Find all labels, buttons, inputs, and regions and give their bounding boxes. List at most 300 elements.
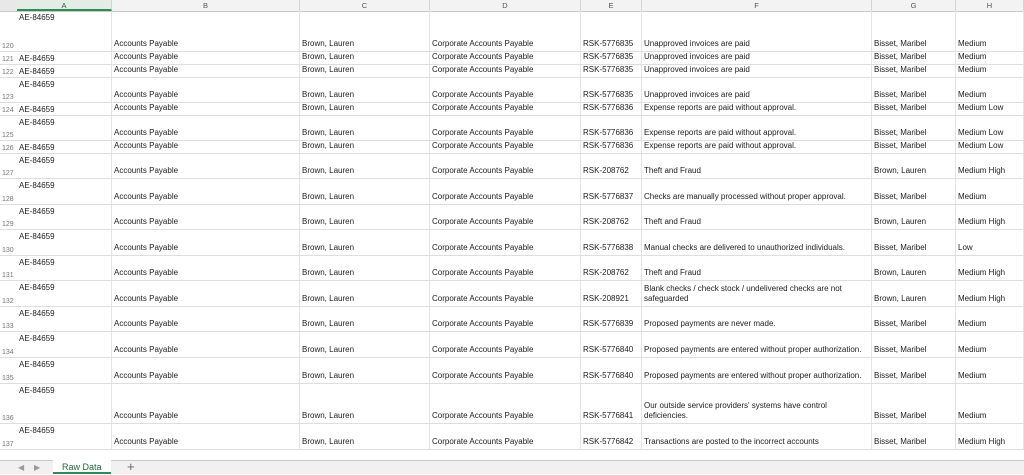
cell-text: Theft and Fraud: [644, 217, 701, 226]
cell-e[interactable]: [581, 103, 642, 115]
cell-g[interactable]: [872, 358, 956, 383]
cell-text: RSK-208762: [583, 268, 629, 277]
table-row[interactable]: [0, 358, 1024, 384]
cell-text: Brown, Lauren: [302, 243, 355, 252]
table-row[interactable]: [0, 78, 1024, 103]
cell-b[interactable]: [112, 103, 300, 115]
cell-text: AE-84659: [19, 80, 55, 89]
cell-g[interactable]: [872, 78, 956, 102]
cell-h[interactable]: [956, 179, 1024, 204]
row-number[interactable]: [0, 116, 17, 140]
cell-text: Corporate Accounts Payable: [432, 90, 534, 99]
cell-h[interactable]: [956, 205, 1024, 229]
cell-b[interactable]: [112, 281, 300, 306]
cell-f[interactable]: [642, 103, 872, 115]
cell-c[interactable]: [300, 103, 430, 115]
cell-h[interactable]: [956, 141, 1024, 153]
cell-text: RSK-5776836: [583, 141, 634, 150]
cell-text: Transactions are posted to the incorrect accounts: [644, 437, 819, 446]
cell-text: Accounts Payable: [114, 65, 179, 74]
cell-text: Proposed payments are never made.: [644, 319, 776, 328]
cell-text: Unapproved invoices are paid: [644, 52, 750, 61]
row-number-label: 129: [2, 221, 14, 228]
cell-c[interactable]: [300, 281, 430, 306]
next-sheet-icon[interactable]: ▶: [34, 463, 41, 472]
table-row[interactable]: [0, 52, 1024, 65]
cell-f[interactable]: [642, 384, 872, 423]
cell-f[interactable]: [642, 52, 872, 64]
cell-text: Theft and Fraud: [644, 268, 701, 277]
table-row[interactable]: [0, 205, 1024, 230]
cell-a[interactable]: [17, 384, 112, 423]
cell-c[interactable]: [300, 65, 430, 77]
cell-h[interactable]: [956, 281, 1024, 306]
cell-text: Theft and Fraud: [644, 166, 701, 175]
cell-a[interactable]: [17, 358, 112, 383]
cell-text: AE-84659: [19, 118, 55, 127]
cell-text: AE-84659: [19, 309, 55, 318]
cell-text: Brown, Lauren: [302, 345, 355, 354]
row-number[interactable]: [0, 205, 17, 229]
cell-d[interactable]: [430, 384, 581, 423]
cell-text: AE-84659: [19, 334, 55, 343]
cell-a[interactable]: [17, 154, 112, 178]
cell-f[interactable]: [642, 116, 872, 140]
cell-text: Medium: [958, 319, 987, 328]
cell-e[interactable]: [581, 78, 642, 102]
cell-a[interactable]: [17, 78, 112, 102]
cell-text: Medium Low: [958, 128, 1004, 137]
cell-g[interactable]: [872, 65, 956, 77]
cell-f[interactable]: [642, 179, 872, 204]
cell-f[interactable]: [642, 332, 872, 357]
cell-h[interactable]: [956, 11, 1024, 51]
cell-g[interactable]: [872, 205, 956, 229]
cell-c[interactable]: [300, 78, 430, 102]
row-number[interactable]: [0, 281, 17, 306]
cell-h[interactable]: [956, 424, 1024, 449]
cell-e[interactable]: [581, 281, 642, 306]
cell-c[interactable]: [300, 154, 430, 178]
column-header-e[interactable]: E: [581, 0, 642, 11]
cell-c[interactable]: [300, 116, 430, 140]
cell-h[interactable]: [956, 65, 1024, 77]
column-header-b[interactable]: B: [112, 0, 300, 11]
cell-c[interactable]: [300, 230, 430, 255]
cell-g[interactable]: [872, 281, 956, 306]
sheet-grid[interactable]: [0, 11, 1024, 460]
cell-c[interactable]: [300, 205, 430, 229]
cell-text: Brown, Lauren: [302, 437, 355, 446]
add-sheet-icon[interactable]: +: [127, 459, 135, 474]
row-number-label: 135: [2, 375, 14, 382]
cell-text: Medium: [958, 65, 987, 74]
cell-text: Corporate Accounts Payable: [432, 371, 534, 380]
row-number-label: 123: [2, 94, 14, 101]
row-number-label: 124: [2, 107, 14, 114]
cell-text: AE-84659: [19, 258, 55, 267]
column-header-h[interactable]: H: [956, 0, 1024, 11]
table-row[interactable]: [0, 307, 1024, 332]
cell-text: Medium: [958, 192, 987, 201]
cell-c[interactable]: [300, 179, 430, 204]
row-number-label: 125: [2, 132, 14, 139]
cell-text: AE-84659: [19, 181, 55, 190]
row-number[interactable]: [0, 52, 17, 64]
table-row[interactable]: [0, 11, 1024, 52]
cell-d[interactable]: [430, 332, 581, 357]
cell-h[interactable]: [956, 307, 1024, 331]
cell-text: Brown, Lauren: [302, 217, 355, 226]
table-row[interactable]: [0, 116, 1024, 141]
cell-d[interactable]: [430, 52, 581, 64]
cell-d[interactable]: [430, 424, 581, 449]
cell-text: Accounts Payable: [114, 166, 179, 175]
cell-text: Unapproved invoices are paid: [644, 90, 750, 99]
cell-e[interactable]: [581, 11, 642, 51]
table-row[interactable]: [0, 65, 1024, 78]
table-row[interactable]: [0, 384, 1024, 424]
table-row[interactable]: [0, 141, 1024, 154]
cell-text: Corporate Accounts Payable: [432, 217, 534, 226]
cell-text: Corporate Accounts Payable: [432, 243, 534, 252]
cell-text: Accounts Payable: [114, 437, 179, 446]
cell-g[interactable]: [872, 332, 956, 357]
cell-text: Medium High: [958, 217, 1006, 226]
cell-a[interactable]: [17, 332, 112, 357]
cell-text: RSK-5776840: [583, 371, 634, 380]
cell-f[interactable]: [642, 205, 872, 229]
row-number-label: 122: [2, 69, 14, 76]
row-number[interactable]: [0, 307, 17, 331]
cell-text: Medium: [958, 345, 987, 354]
row-number[interactable]: [0, 11, 17, 51]
cell-h[interactable]: [956, 103, 1024, 115]
cell-c[interactable]: [300, 52, 430, 64]
cell-e[interactable]: [581, 154, 642, 178]
row-number[interactable]: [0, 384, 17, 423]
cell-text: Bisset, Maribel: [874, 128, 927, 137]
row-number-label: 130: [2, 247, 14, 254]
column-header-a[interactable]: A: [17, 0, 112, 11]
sheet-tab-bar: [0, 460, 1024, 474]
cell-a[interactable]: [17, 116, 112, 140]
cell-text: Corporate Accounts Payable: [432, 39, 534, 48]
cell-a[interactable]: [17, 52, 112, 64]
cell-c[interactable]: [300, 358, 430, 383]
cell-d[interactable]: [430, 141, 581, 153]
cell-text: Medium High: [958, 268, 1006, 277]
cell-b[interactable]: [112, 358, 300, 383]
cell-g[interactable]: [872, 103, 956, 115]
cell-e[interactable]: [581, 52, 642, 64]
cell-text: Bisset, Maribel: [874, 39, 927, 48]
row-number-label: 132: [2, 298, 14, 305]
cell-h[interactable]: [956, 384, 1024, 423]
cell-h[interactable]: [956, 78, 1024, 102]
cell-a[interactable]: [17, 281, 112, 306]
row-number-label: 133: [2, 323, 14, 330]
cell-e[interactable]: [581, 256, 642, 280]
cell-text: RSK-208762: [583, 217, 629, 226]
column-header-g[interactable]: G: [872, 0, 956, 11]
cell-text: Corporate Accounts Payable: [432, 103, 534, 112]
cell-f[interactable]: [642, 307, 872, 331]
cell-text: AE-84659: [19, 426, 55, 435]
cell-text: AE-84659: [19, 156, 55, 165]
table-row[interactable]: [0, 230, 1024, 256]
cell-f[interactable]: [642, 141, 872, 153]
cell-text: Expense reports are paid without approval.: [644, 128, 797, 137]
table-row[interactable]: [0, 424, 1024, 450]
cell-h[interactable]: [956, 52, 1024, 64]
cell-d[interactable]: [430, 256, 581, 280]
cell-f[interactable]: [642, 281, 872, 306]
row-number[interactable]: [0, 179, 17, 204]
cell-text: Corporate Accounts Payable: [432, 52, 534, 61]
cell-f[interactable]: [642, 65, 872, 77]
cell-text: Brown, Lauren: [302, 103, 355, 112]
cell-a[interactable]: [17, 230, 112, 255]
cell-text: Bisset, Maribel: [874, 319, 927, 328]
table-row[interactable]: [0, 281, 1024, 307]
cell-b[interactable]: [112, 11, 300, 51]
cell-c[interactable]: [300, 256, 430, 280]
cell-text: Proposed payments are entered without proper authorization.: [644, 371, 862, 380]
cell-b[interactable]: [112, 179, 300, 204]
cell-text: Blank checks / check stock / undelivered checks are not safeguarded: [644, 284, 842, 303]
cell-e[interactable]: [581, 332, 642, 357]
cell-text: Medium: [958, 52, 987, 61]
cell-e[interactable]: [581, 307, 642, 331]
cell-text: Brown, Lauren: [874, 166, 927, 175]
cell-e[interactable]: [581, 116, 642, 140]
cell-e[interactable]: [581, 179, 642, 204]
prev-sheet-icon[interactable]: ◀: [18, 463, 25, 472]
cell-f[interactable]: [642, 256, 872, 280]
cell-text: Medium High: [958, 294, 1006, 303]
cell-text: Accounts Payable: [114, 90, 179, 99]
cell-text: Medium Low: [958, 103, 1004, 112]
cell-text: Brown, Lauren: [302, 128, 355, 137]
cell-b[interactable]: [112, 52, 300, 64]
cell-text: Bisset, Maribel: [874, 90, 927, 99]
cell-g[interactable]: [872, 11, 956, 51]
cell-a[interactable]: [17, 179, 112, 204]
row-number[interactable]: [0, 230, 17, 255]
cell-a[interactable]: [17, 11, 112, 51]
cell-f[interactable]: [642, 78, 872, 102]
cell-text: Bisset, Maribel: [874, 345, 927, 354]
cell-text: RSK-5776835: [583, 90, 634, 99]
cell-a[interactable]: [17, 256, 112, 280]
cell-h[interactable]: [956, 332, 1024, 357]
cell-e[interactable]: [581, 205, 642, 229]
cell-text: Brown, Lauren: [302, 166, 355, 175]
cell-text: Corporate Accounts Payable: [432, 268, 534, 277]
cell-text: Brown, Lauren: [302, 90, 355, 99]
row-number-label: 121: [2, 56, 14, 63]
cell-text: Corporate Accounts Payable: [432, 128, 534, 137]
cell-text: AE-84659: [19, 386, 55, 395]
cell-text: RSK-5776836: [583, 103, 634, 112]
cell-d[interactable]: [430, 230, 581, 255]
cell-b[interactable]: [112, 78, 300, 102]
cell-c[interactable]: [300, 424, 430, 449]
cell-d[interactable]: [430, 11, 581, 51]
cell-g[interactable]: [872, 256, 956, 280]
cell-b[interactable]: [112, 116, 300, 140]
cell-d[interactable]: [430, 179, 581, 204]
row-number[interactable]: [0, 103, 17, 115]
row-number[interactable]: [0, 154, 17, 178]
cell-text: Brown, Lauren: [874, 268, 927, 277]
cell-a[interactable]: [17, 424, 112, 449]
cell-b[interactable]: [112, 332, 300, 357]
cell-a[interactable]: [17, 65, 112, 77]
cell-g[interactable]: [872, 141, 956, 153]
table-row[interactable]: [0, 332, 1024, 358]
cell-text: Accounts Payable: [114, 39, 179, 48]
cell-h[interactable]: [956, 256, 1024, 280]
table-row[interactable]: [0, 154, 1024, 179]
cell-c[interactable]: [300, 307, 430, 331]
cell-f[interactable]: [642, 424, 872, 449]
cell-a[interactable]: [17, 103, 112, 115]
cell-g[interactable]: [872, 179, 956, 204]
cell-c[interactable]: [300, 384, 430, 423]
row-number[interactable]: [0, 141, 17, 153]
cell-b[interactable]: [112, 384, 300, 423]
cell-e[interactable]: [581, 65, 642, 77]
cell-h[interactable]: [956, 230, 1024, 255]
cell-g[interactable]: [872, 384, 956, 423]
cell-text: Brown, Lauren: [874, 217, 927, 226]
cell-text: Medium High: [958, 166, 1006, 175]
cell-b[interactable]: [112, 424, 300, 449]
cell-text: RSK-5776838: [583, 243, 634, 252]
cell-e[interactable]: [581, 230, 642, 255]
cell-d[interactable]: [430, 103, 581, 115]
cell-text: Medium: [958, 371, 987, 380]
cell-text: Unapproved invoices are paid: [644, 65, 750, 74]
cell-text: Bisset, Maribel: [874, 65, 927, 74]
cell-text: AE-84659: [19, 283, 55, 292]
row-number-label: 126: [2, 145, 14, 152]
cell-d[interactable]: [430, 358, 581, 383]
cell-h[interactable]: [956, 358, 1024, 383]
cell-text: Unapproved invoices are paid: [644, 39, 750, 48]
cell-d[interactable]: [430, 307, 581, 331]
row-number[interactable]: [0, 256, 17, 280]
cell-d[interactable]: [430, 154, 581, 178]
cell-a[interactable]: [17, 141, 112, 153]
cell-text: AE-84659: [19, 54, 55, 63]
row-number[interactable]: [0, 424, 17, 449]
cell-c[interactable]: [300, 141, 430, 153]
cell-text: Corporate Accounts Payable: [432, 192, 534, 201]
cell-text: Expense reports are paid without approval.: [644, 141, 797, 150]
cell-d[interactable]: [430, 78, 581, 102]
cell-text: Brown, Lauren: [302, 319, 355, 328]
cell-b[interactable]: [112, 141, 300, 153]
table-row[interactable]: [0, 179, 1024, 205]
cell-text: RSK-5776835: [583, 65, 634, 74]
cell-g[interactable]: [872, 424, 956, 449]
cell-b[interactable]: [112, 256, 300, 280]
cell-text: Accounts Payable: [114, 243, 179, 252]
cell-text: AE-84659: [19, 105, 55, 114]
cell-text: AE-84659: [19, 143, 55, 152]
row-number[interactable]: [0, 332, 17, 357]
cell-d[interactable]: [430, 116, 581, 140]
cell-b[interactable]: [112, 230, 300, 255]
cell-d[interactable]: [430, 65, 581, 77]
cell-e[interactable]: [581, 384, 642, 423]
row-number-label: 127: [2, 170, 14, 177]
column-header-d[interactable]: D: [430, 0, 581, 11]
cell-f[interactable]: [642, 11, 872, 51]
cell-text: Medium: [958, 411, 987, 420]
cell-text: Medium: [958, 39, 987, 48]
cell-text: RSK-5776836: [583, 128, 634, 137]
cell-b[interactable]: [112, 307, 300, 331]
cell-text: Medium: [958, 90, 987, 99]
cell-b[interactable]: [112, 205, 300, 229]
cell-e[interactable]: [581, 424, 642, 449]
select-all-corner[interactable]: [0, 0, 18, 11]
row-number[interactable]: [0, 65, 17, 77]
cell-b[interactable]: [112, 65, 300, 77]
cell-a[interactable]: [17, 307, 112, 331]
cell-g[interactable]: [872, 230, 956, 255]
cell-a[interactable]: [17, 205, 112, 229]
cell-f[interactable]: [642, 230, 872, 255]
table-row[interactable]: [0, 103, 1024, 116]
cell-text: Brown, Lauren: [874, 294, 927, 303]
cell-text: Corporate Accounts Payable: [432, 141, 534, 150]
cell-f[interactable]: [642, 154, 872, 178]
table-row[interactable]: [0, 256, 1024, 281]
cell-d[interactable]: [430, 205, 581, 229]
row-number[interactable]: [0, 78, 17, 102]
cell-text: Expense reports are paid without approval.: [644, 103, 797, 112]
cell-text: Bisset, Maribel: [874, 192, 927, 201]
column-header-f[interactable]: F: [642, 0, 872, 11]
cell-b[interactable]: [112, 154, 300, 178]
row-number[interactable]: [0, 358, 17, 383]
cell-h[interactable]: [956, 154, 1024, 178]
cell-e[interactable]: [581, 141, 642, 153]
cell-text: Brown, Lauren: [302, 371, 355, 380]
cell-f[interactable]: [642, 358, 872, 383]
cell-d[interactable]: [430, 281, 581, 306]
cell-g[interactable]: [872, 154, 956, 178]
cell-text: Accounts Payable: [114, 192, 179, 201]
cell-g[interactable]: [872, 116, 956, 140]
cell-h[interactable]: [956, 116, 1024, 140]
cell-g[interactable]: [872, 52, 956, 64]
cell-text: Brown, Lauren: [302, 39, 355, 48]
cell-e[interactable]: [581, 358, 642, 383]
column-header-c[interactable]: C: [300, 0, 430, 11]
cell-text: Bisset, Maribel: [874, 52, 927, 61]
cell-c[interactable]: [300, 332, 430, 357]
cell-text: Brown, Lauren: [302, 268, 355, 277]
sheet-tab-raw-data[interactable]: Raw Data: [53, 460, 111, 474]
cell-c[interactable]: [300, 11, 430, 51]
cell-g[interactable]: [872, 307, 956, 331]
